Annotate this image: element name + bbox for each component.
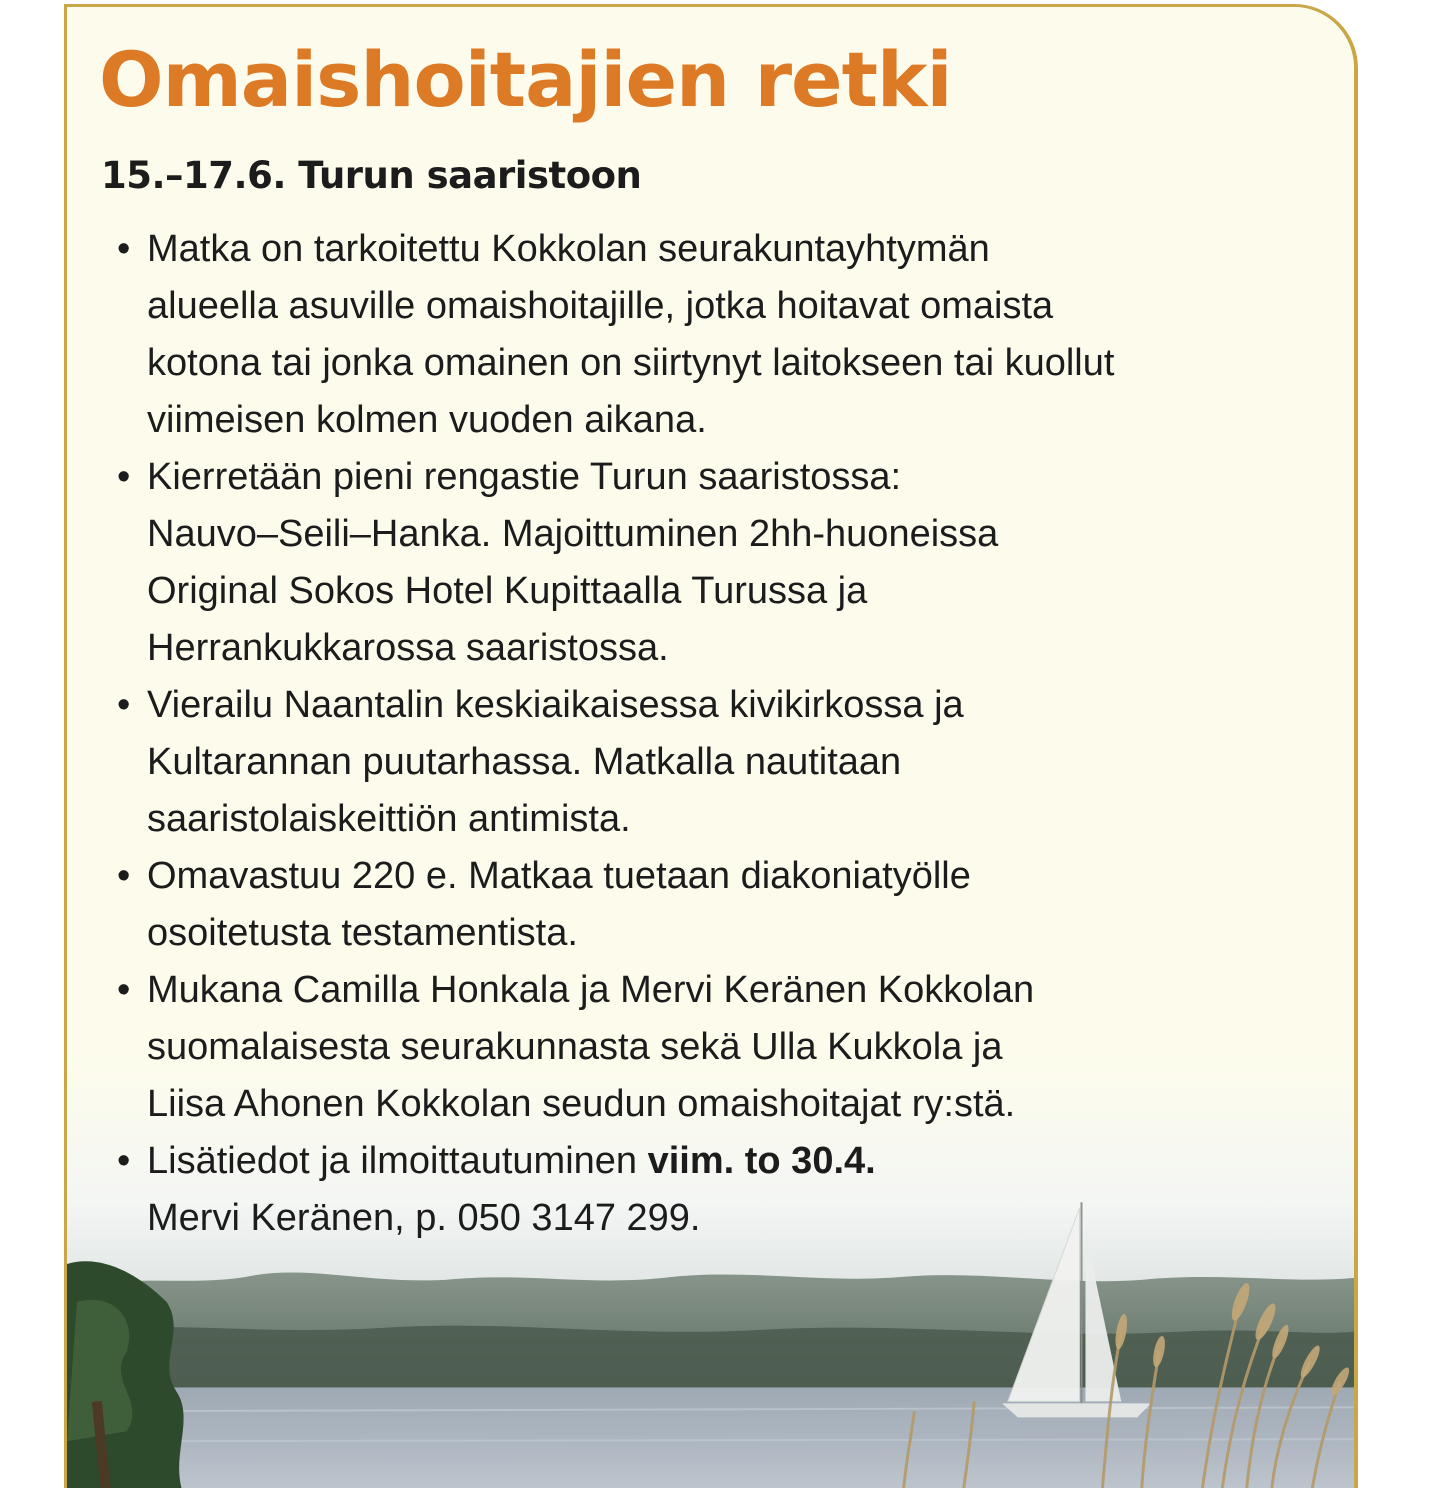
info-list (115, 221, 1345, 1247)
list-item-line: osoitetusta testamentista. (147, 912, 578, 954)
bullet-icon: • (117, 969, 131, 1011)
bullet-icon: • (117, 855, 131, 897)
list-item-line: suomalaisesta seurakunnasta sekä Ulla Kukkola ja (147, 1026, 1003, 1068)
list-item-line: Omavastuu 220 e. Matkaa tuetaan diakoniatyölle (147, 855, 971, 897)
list-item-contact (115, 1133, 1345, 1247)
list-item-line: alueella asuville omaishoitajille, jotka hoitavat omaista (147, 285, 1054, 327)
contact-phone: Mervi Keränen, p. 050 3147 299. (147, 1197, 701, 1239)
list-item-line: Kultarannan puutarhassa. Matkalla nautitaan (147, 741, 902, 783)
contact-line (147, 1133, 1345, 1190)
flyer-card (64, 4, 1358, 1488)
list-item (115, 221, 1345, 449)
list-item-line: Original Sokos Hotel Kupittaalla Turussa ja (147, 570, 868, 612)
list-item-line: Liisa Ahonen Kokkolan seudun omaishoitajat ry:stä. (147, 1083, 1016, 1125)
list-item-line: viimeisen kolmen vuoden aikana. (147, 399, 707, 441)
bullet-icon: • (117, 1140, 131, 1182)
contact-text: Lisätiedot ja ilmoittautuminen (147, 1140, 648, 1182)
list-item-line: Mukana Camilla Honkala ja Mervi Keränen Kokkolan (147, 969, 1035, 1011)
list-item-line: Kierretään pieni rengastie Turun saaristossa: (147, 456, 902, 498)
list-item-line: Vierailu Naantalin keskiaikaisessa kivikirkossa ja (147, 684, 964, 726)
list-item-line: kotona tai jonka omainen on siirtynyt laitokseen tai kuollut (147, 342, 1115, 384)
list-item (115, 449, 1345, 677)
list-item (115, 848, 1345, 962)
list-item-line: Matka on tarkoitettu Kokkolan seurakuntayhtymän (147, 228, 990, 270)
bullet-icon: • (117, 684, 131, 726)
bullet-icon: • (117, 456, 131, 498)
bullet-icon: • (117, 228, 131, 270)
flyer-title: Omaishoitajien retki (99, 35, 952, 124)
list-item-line: Herrankukkarossa saaristossa. (147, 627, 669, 669)
list-item (115, 677, 1345, 848)
deadline-text: viim. to 30.4. (647, 1140, 876, 1182)
list-item (115, 962, 1345, 1133)
list-item-line: saaristolaiskeittiön antimista. (147, 798, 631, 840)
list-item-line: Nauvo–Seili–Hanka. Majoittuminen 2hh-huoneissa (147, 513, 999, 555)
flyer-subtitle: 15.–17.6. Turun saaristoon (101, 154, 642, 197)
